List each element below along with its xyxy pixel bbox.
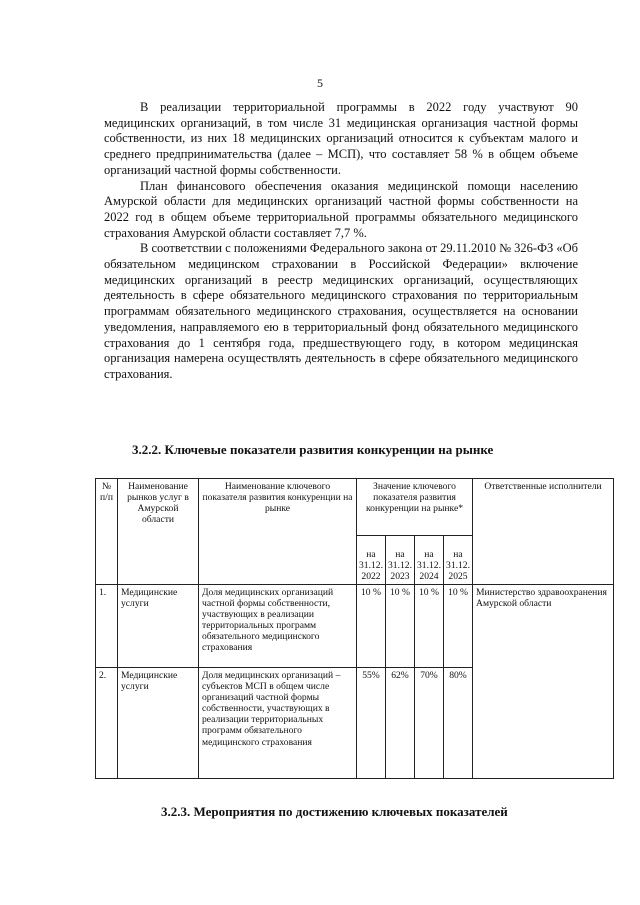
body-text: [104, 100, 578, 383]
page-number: 5: [317, 76, 323, 90]
section-heading-3-2-2: 3.2.2. Ключевые показатели развития конкуренции на рынке: [132, 442, 494, 457]
row-value: 10 %: [357, 585, 386, 668]
row-market: Медицинские услуги: [118, 585, 199, 668]
header-num: № п/п: [96, 479, 118, 585]
header-value: Значение ключевого показателя развития конкуренции на рынке*: [357, 479, 473, 536]
paragraph: В реализации территориальной программы в 2022 году участвуют 90 медицинских организаций, в том числе 31 медицинская организация частной формы собственности, из них 18 медицинских организаций относится к субъектам малого и среднего предпринимательства (далее – МСП), что составляет 58 % в общем объеме организаций частной формы собственности.: [104, 100, 578, 177]
row-value: 10 %: [415, 585, 444, 668]
row-num: 1.: [96, 585, 118, 668]
year-header: на 31.12. 2025: [444, 536, 473, 585]
row-num: 2.: [96, 668, 118, 779]
row-value: 80%: [444, 668, 473, 779]
key-indicators-table: [95, 478, 614, 779]
header-responsible: Ответственные исполнители: [473, 479, 614, 585]
row-market: Медицинские услуги: [118, 668, 199, 779]
header-indicator: Наименование ключевого показателя развития конкуренции на рынке: [199, 479, 357, 585]
responsible-cell: Министерство здравоохранения Амурской области: [473, 585, 614, 779]
row-value: 70%: [415, 668, 444, 779]
row-value: 10 %: [386, 585, 415, 668]
table-row: [96, 585, 614, 668]
year-header: на 31.12. 2024: [415, 536, 444, 585]
paragraph: План финансового обеспечения оказания медицинской помощи населению Амурской области для медицинских организаций частной формы собственности на 2022 год в общем объеме территориальной программы обязательного медицинского страхования Амурской области составляет 7,7 %.: [104, 178, 578, 240]
section-heading-3-2-3: 3.2.3. Мероприятия по достижению ключевых показателей: [161, 804, 508, 819]
paragraph: В соответствии с положениями Федерального закона от 29.11.2010 № 326-ФЗ «Об обязательном медицинском страховании в Российской Федерации» включение медицинских организаций в реестр медицинских организаций, осуществляющих деятельность в сфере обязательного медицинского страхования по территориальным программам обязательного медицинского страхования, осуществляется на основании уведомления, направляемого ею в территориальный фонд обязательного медицинского страхования до 1 сентября года, предшествующего году, в котором медицинская организация намерена осуществлять деятельность в сфере обязательного медицинского страхования.: [104, 241, 578, 381]
row-value: 62%: [386, 668, 415, 779]
row-value: 55%: [357, 668, 386, 779]
row-indicator: Доля медицинских организаций частной формы собственности, участвующих в реализации территориальных программ обязательного медицинского страхования: [199, 585, 357, 668]
table-header-row: [96, 479, 614, 536]
row-indicator: Доля медицинских организаций – субъектов МСП в общем числе организаций частной формы собственности, участвующих в реализации территориальных программ обязательного медицинского страхования: [199, 668, 357, 779]
header-market: Наименование рынков услуг в Амурской области: [118, 479, 199, 585]
row-value: 10 %: [444, 585, 473, 668]
year-header: на 31.12. 2022: [357, 536, 386, 585]
year-header: на 31.12. 2023: [386, 536, 415, 585]
